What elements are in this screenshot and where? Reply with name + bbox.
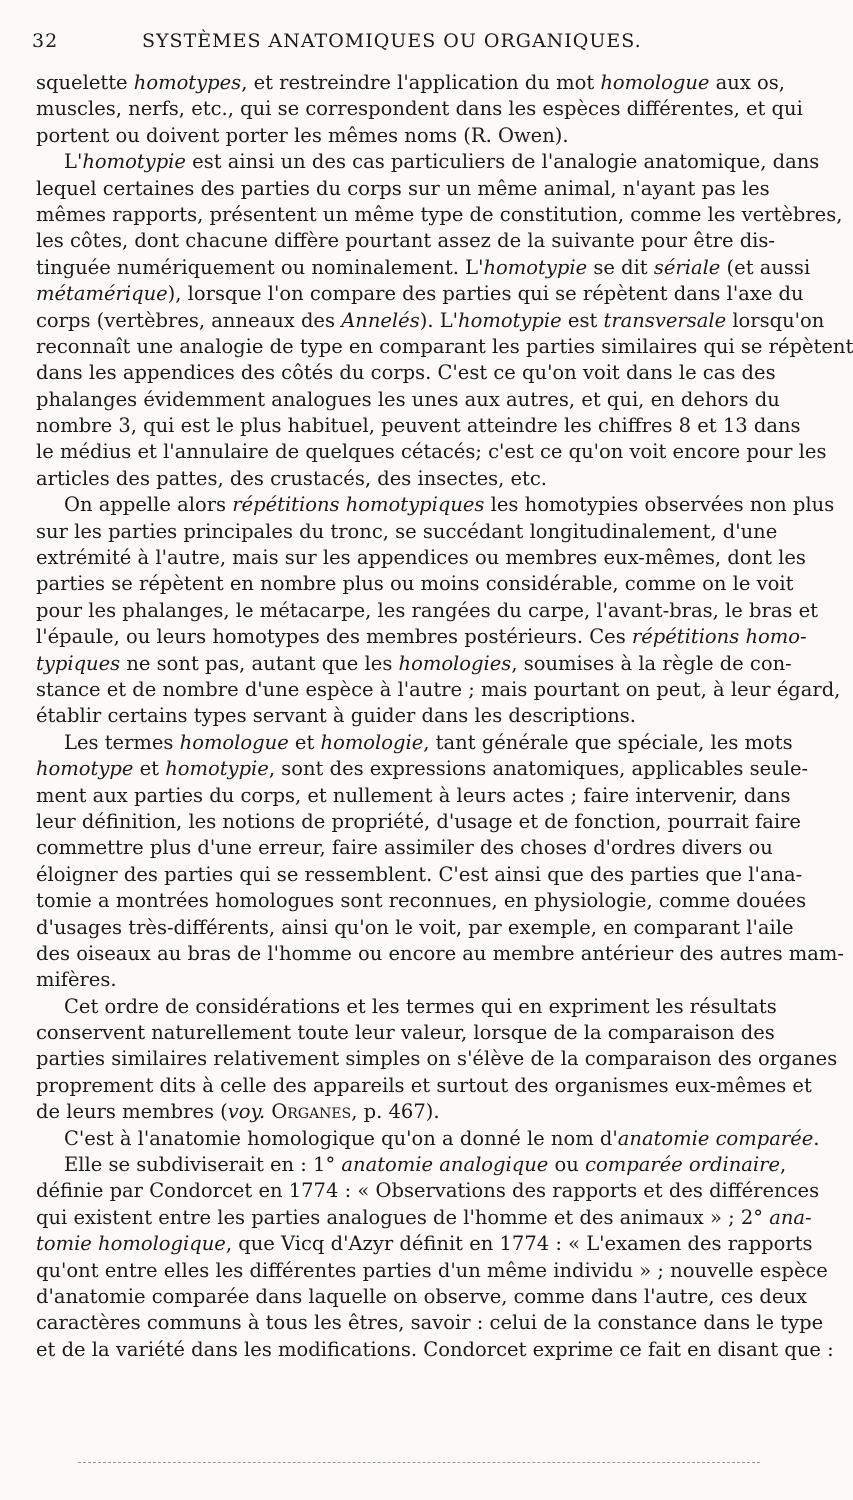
text-run: de leurs membres ( <box>36 1100 228 1124</box>
text-line <box>36 1310 824 1336</box>
text-line <box>36 255 811 281</box>
text-line <box>36 281 804 307</box>
text-run: ne sont pas, autant que les <box>120 651 399 675</box>
page-number: 32 <box>32 30 59 52</box>
text-run: ment aux parties du corps, et nullement à leurs actes ; faire intervenir, dans <box>36 783 791 807</box>
text-run: nombre 3, qui est le plus habituel, peuvent atteindre les chiffres 8 et 13 dans <box>36 414 801 438</box>
text-run: se dit <box>587 255 654 279</box>
text-run: dans les appendices des côtés du corps. C'est ce qu'on voit dans le cas des <box>36 361 776 385</box>
text-line <box>36 1046 838 1072</box>
text-run: lequel certaines des parties du corps sur un même animal, n'ayant pas les <box>36 176 770 200</box>
text-run: corps (vertèbres, anneaux des <box>36 308 342 332</box>
italic-text: homologie <box>320 730 424 754</box>
italic-text: homotype <box>36 757 134 781</box>
text-run: C'est à l'anatomie homologique qu'on a donné le nom d' <box>64 1126 618 1150</box>
text-line <box>36 387 780 413</box>
text-run: parties se répètent en nombre plus ou moins considérable, comme on le voit <box>36 572 794 596</box>
text-run: , p. 467). <box>351 1100 440 1124</box>
text-line <box>36 677 841 703</box>
text-run: leur définition, les notions de propriété, d'usage et de fonction, pourrait faire <box>36 809 801 833</box>
italic-text: sériale <box>653 255 721 279</box>
text-run: On appelle alors <box>64 493 233 517</box>
italic-text: homologue <box>179 730 289 754</box>
italic-text: transversale <box>603 308 727 332</box>
italic-text: homologue <box>600 71 710 94</box>
text-line <box>36 862 803 888</box>
italic-text: Annelés <box>341 308 420 332</box>
text-run: qu'ont entre elles les différentes parties d'un même individu » ; nouvelle espèce <box>36 1258 828 1282</box>
text-run: , sont des expressions anatomiques, applicables seule- <box>268 757 809 781</box>
text-run: tinguée numériquement ou nominalement. L' <box>36 255 484 279</box>
text-run: pour les phalanges, le métacarpe, les rangées du carpe, l'avant-bras, le bras et <box>36 598 819 622</box>
text-run: éloigner des parties qui se ressemblent. C'est ainsi que des parties que l'ana- <box>36 862 803 886</box>
text-run: stance et de nombre d'une espèce à l'autre ; mais pourtant on peut, à leur égard, <box>36 677 841 701</box>
page-header <box>32 30 768 60</box>
text-line <box>36 1205 812 1231</box>
text-line <box>36 598 819 624</box>
text-run: ). L' <box>419 308 459 332</box>
italic-text: anatomie comparée <box>617 1126 814 1150</box>
text-line <box>36 967 764 993</box>
text-line <box>36 915 794 941</box>
text-line <box>36 941 845 967</box>
text-line <box>36 123 764 149</box>
text-run: est <box>561 308 604 332</box>
text-line <box>36 994 777 1020</box>
text-line <box>36 228 776 254</box>
body-text <box>36 70 853 1363</box>
text-run: tomie a montrées homologues sont reconnues, en physiologie, comme douées <box>36 889 807 913</box>
text-run: est ainsi un des cas particuliers de l'analogie anatomique, dans <box>185 150 820 174</box>
italic-text: voy. <box>227 1100 266 1124</box>
text-line <box>36 466 764 492</box>
text-run: sur les parties principales du tronc, se succédant longitudinalement, d'une <box>36 519 778 543</box>
text-line <box>36 756 809 782</box>
text-run: , soumises à la règle de con- <box>511 651 792 675</box>
text-line <box>36 308 825 334</box>
italic-text: anatomie analogique <box>341 1153 549 1177</box>
text-line <box>36 149 820 175</box>
text-run: muscles, nerfs, etc., qui se correspondent dans les espèces différentes, et qui <box>36 97 803 121</box>
text-run: les côtes, dont chacune diffère pourtant assez de la suivante pour être dis- <box>36 229 776 253</box>
text-run: d'anatomie comparée dans laquelle on observe, comme dans l'autre, ces deux <box>36 1284 808 1308</box>
text-run: parties similaires relativement simples on s'élève de la comparaison des organes <box>36 1047 838 1071</box>
text-line <box>36 334 853 360</box>
text-run: caractères communs à tous les êtres, savoir : celui de la constance dans le type <box>36 1311 824 1335</box>
text-run: aux os, <box>709 71 785 94</box>
text-run: , que Vicq d'Azyr définit en 1774 : « L'examen des rapports <box>225 1232 813 1256</box>
text-line <box>36 1284 808 1310</box>
text-line <box>36 1126 820 1152</box>
text-line <box>36 730 793 756</box>
text-run: L' <box>64 150 83 174</box>
text-run: le médius et l'annulaire de quelques cétacés; c'est ce qu'on voit encore pour les <box>36 440 827 464</box>
text-line <box>36 545 806 571</box>
text-run: établir certains types servant à guider dans les descriptions. <box>36 704 636 728</box>
text-run: Cet ordre de considérations et les termes qui en expriment les résultats <box>64 994 777 1018</box>
text-run: (et aussi <box>720 255 811 279</box>
text-run: Elle se subdiviserait en : 1° <box>64 1153 342 1177</box>
text-run: d'usages très-différents, ainsi qu'on le voit, par exemple, en comparant l'aile <box>36 915 794 939</box>
text-run: définie par Condorcet en 1774 : « Observations des rapports et des différences <box>36 1179 820 1203</box>
text-run: et <box>288 730 321 754</box>
text-line <box>36 571 794 597</box>
text-line <box>36 1231 813 1257</box>
text-run: reconnaît une analogie de type en comparant les parties similaires qui se répètent <box>36 334 853 358</box>
text-run: conservent naturellement toute leur valeur, lorsque de la comparaison des <box>36 1021 775 1045</box>
text-run: phalanges évidemment analogues les unes aux autres, et qui, en dehors du <box>36 387 780 411</box>
italic-text: homotypie <box>483 255 588 279</box>
italic-text: ana- <box>769 1205 812 1229</box>
italic-text: homotypie <box>165 757 269 781</box>
italic-text: homotypie <box>82 150 186 174</box>
text-line <box>36 1099 764 1125</box>
small-caps-text: Organes <box>271 1100 352 1124</box>
text-run: et <box>133 757 166 781</box>
text-line <box>36 624 807 650</box>
text-run: des oiseaux au bras de l'homme ou encore au membre antérieur des autres mam- <box>36 941 845 965</box>
text-run: squelette <box>36 71 134 94</box>
text-run: portent ou doivent porter les mêmes noms (R. Owen). <box>36 123 569 147</box>
text-run: ), lorsque l'on compare des parties qui se répètent dans l'axe du <box>167 282 804 306</box>
text-run: , tant générale que spéciale, les mots <box>423 730 793 754</box>
text-line <box>36 492 835 518</box>
text-line <box>36 439 827 465</box>
text-line <box>36 1020 775 1046</box>
italic-text: répétitions homo- <box>631 625 807 649</box>
italic-text: homologies <box>398 651 512 675</box>
text-line <box>36 202 843 228</box>
footer-rule <box>78 1462 760 1463</box>
text-line <box>36 1178 820 1204</box>
text-line <box>36 360 776 386</box>
text-line <box>36 96 803 122</box>
text-line <box>36 809 801 835</box>
text-run: mêmes rapports, présentent un même type de constitution, comme les vertèbres, <box>36 202 843 226</box>
text-run: et de la variété dans les modifications. Condorcet exprime ce fait en disant que : <box>36 1337 834 1361</box>
italic-text: tomie homologique <box>36 1232 226 1256</box>
text-run: ou <box>548 1153 586 1177</box>
text-line <box>36 888 807 914</box>
italic-text: homotypie <box>458 308 562 332</box>
text-line <box>36 176 770 202</box>
text-line <box>36 703 764 729</box>
text-run: commettre plus d'une erreur, faire assimiler des choses d'ordres divers ou <box>36 836 773 860</box>
running-title: SYSTÈMES ANATOMIQUES OU ORGANIQUES. <box>142 30 642 52</box>
text-line <box>36 1073 812 1099</box>
text-run: Les termes <box>64 730 180 754</box>
italic-text: répétitions homotypiques <box>232 493 485 517</box>
text-run: lorsqu'on <box>726 308 825 332</box>
text-line <box>36 651 792 677</box>
text-run: extrémité à l'autre, mais sur les appendices ou membres eux-mêmes, dont les <box>36 546 806 570</box>
text-line <box>36 835 773 861</box>
text-line <box>36 783 791 809</box>
text-run: . <box>813 1126 820 1150</box>
italic-text: typiques <box>36 651 121 675</box>
text-run: qui existent entre les parties analogues de l'homme et des animaux » ; 2° <box>36 1205 770 1229</box>
text-run: les homotypies observées non plus <box>484 493 835 517</box>
italic-text: homotypes <box>133 71 242 94</box>
text-line <box>36 413 801 439</box>
text-run: , et restreindre l'application du mot <box>241 71 601 94</box>
text-line <box>36 1337 834 1363</box>
text-run: articles des pattes, des crustacés, des insectes, etc. <box>36 466 548 490</box>
text-line <box>36 519 778 545</box>
text-run: l'épaule, ou leurs homotypes des membres postérieurs. Ces <box>36 625 632 649</box>
text-run: , <box>780 1153 787 1177</box>
text-line <box>36 1152 787 1178</box>
text-run: mifères. <box>36 968 117 992</box>
italic-text: comparée ordinaire <box>585 1153 780 1177</box>
text-run: proprement dits à celle des appareils et surtout des organismes eux-mêmes et <box>36 1073 812 1097</box>
text-line <box>36 1258 828 1284</box>
text-line <box>36 70 785 96</box>
italic-text: métamérique <box>36 282 168 306</box>
